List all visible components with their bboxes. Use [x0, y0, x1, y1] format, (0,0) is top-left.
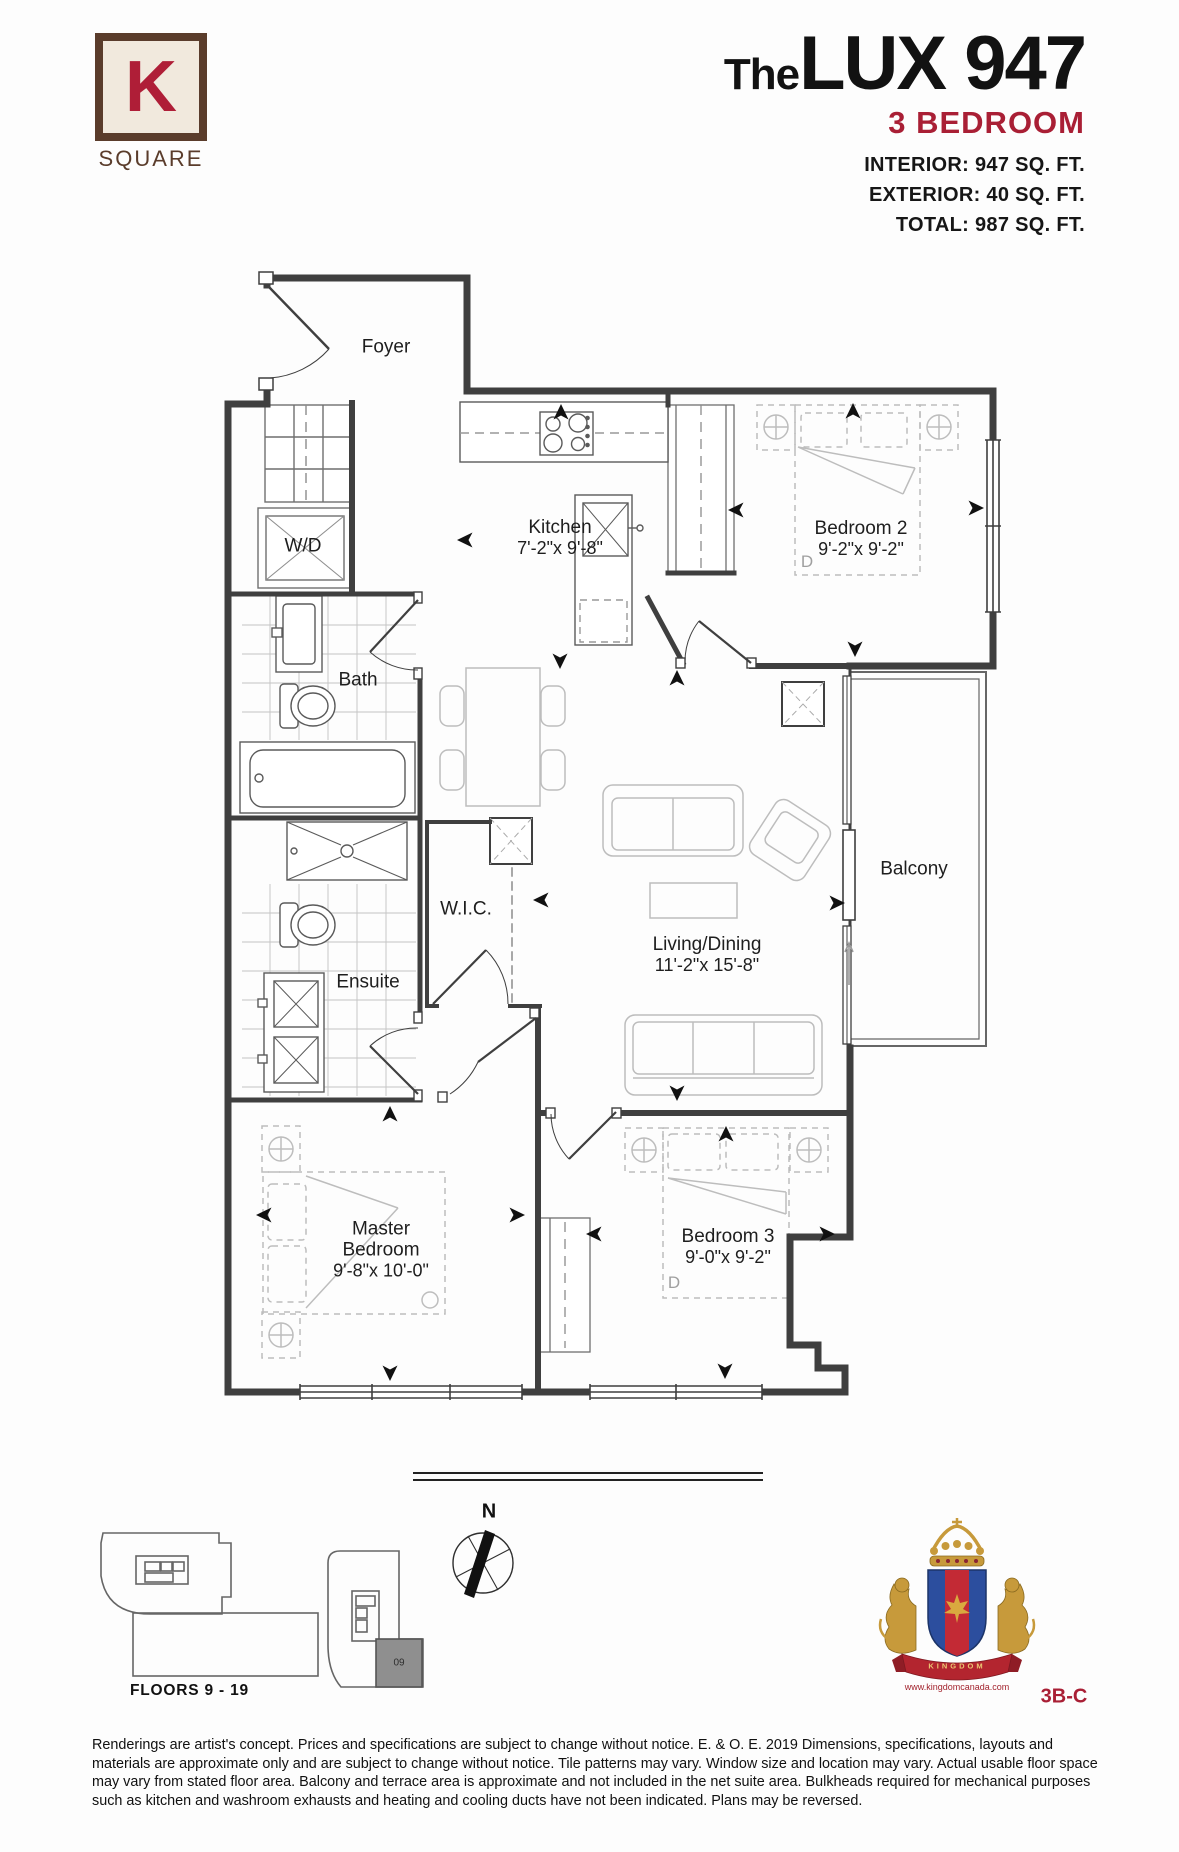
spec-total: TOTAL: 987 SQ. FT. — [895, 214, 1085, 236]
arrow-down-icon — [383, 1366, 398, 1382]
room-label-master-bedroom: Master Bedroom 9'-8"x 10'-0" — [333, 1218, 429, 1281]
entry-door — [259, 272, 329, 390]
arrow-down-icon — [848, 642, 863, 658]
bath-fixtures — [240, 596, 415, 813]
bedroom2-door — [676, 621, 756, 668]
bedroom2-d-marker: D — [800, 552, 814, 571]
room-label-balcony: Balcony — [880, 858, 948, 880]
room-label-bedroom3: Bedroom 3 9'-0"x 9'-2" — [681, 1226, 775, 1267]
room-label-wic: W.I.C. — [440, 898, 492, 920]
coat-closet — [265, 405, 352, 502]
divider-rule — [413, 1473, 763, 1480]
bath-door — [370, 592, 422, 679]
plan-title — [723, 21, 1085, 106]
dining-table-icon — [466, 668, 540, 806]
coffee-table-icon — [650, 883, 737, 918]
arrow-down-icon — [718, 1364, 733, 1380]
brand-logo — [95, 33, 207, 172]
arrow-up-icon — [846, 403, 861, 419]
arrow-down-icon — [553, 654, 568, 670]
plan-specs — [724, 150, 1085, 240]
window — [590, 1384, 762, 1400]
crest-website: www.kingdomcanada.com — [904, 1682, 1010, 1692]
balcony-door — [843, 676, 855, 1044]
master-door — [438, 1008, 539, 1102]
arrow-left-icon — [457, 533, 473, 548]
wic-door — [433, 950, 508, 1004]
bedroom3-door — [546, 1108, 621, 1159]
crest-banner-text: KINGDOM — [928, 1661, 986, 1671]
stove-icon — [540, 412, 593, 455]
compass-north-label: N — [481, 1500, 497, 1523]
crest-logo — [880, 1518, 1034, 1680]
shield-icon — [928, 1570, 986, 1656]
room-label-living-dining: Living/Dining 11'-2"x 15'-8" — [652, 934, 762, 975]
disclaimer-text: Renderings are artist's concept. Prices and specifications are subject to change without notice. E. & O. E. 2019 Dimensions, specifications, layouts and materials are approximate only and are subject to change without notice. Tile patterns may vary. Window size and location may vary. Actual usable floor space may vary from stated floor area. Balcony and terrace area is approximate and not included in the net suite area. Bulkheads required for mechanical purposes such as kitchen and washroom exhausts and heating and cooling ducts have not been indicated. Plans may be reversed. — [92, 1737, 1098, 1809]
bedroom3-d-marker: D — [667, 1273, 681, 1292]
arrow-right-icon — [510, 1208, 526, 1223]
bedroom3-closet — [540, 1218, 590, 1352]
lion-icon — [880, 1578, 916, 1653]
arrow-left-icon — [533, 893, 549, 908]
compass-icon — [453, 1530, 513, 1598]
keyplate-unit-number: 09 — [393, 1657, 405, 1669]
room-label-laundry: W/D — [284, 535, 322, 557]
room-label-kitchen: Kitchen 7'-2"x 9'-8" — [517, 517, 603, 558]
room-label-bath: Bath — [338, 669, 378, 691]
crown-icon — [930, 1518, 984, 1566]
window — [985, 440, 1001, 612]
window — [300, 1384, 522, 1400]
plan-subtitle: 3 BEDROOM — [888, 105, 1085, 140]
brand-logo-letter: K — [125, 47, 177, 127]
plan-code: 3B-C — [1040, 1685, 1088, 1708]
bedroom2-closet — [668, 405, 734, 573]
room-label-ensuite: Ensuite — [336, 971, 400, 993]
plan-header — [723, 21, 1085, 240]
accent-chair-icon — [746, 796, 835, 885]
loveseat-icon — [603, 785, 743, 856]
sofa-icon — [625, 1015, 822, 1095]
ensuite-door — [370, 1012, 422, 1101]
dining-chair-icon — [541, 686, 565, 726]
plan-title-main: LUX 947 — [799, 21, 1085, 106]
keyplate — [101, 1533, 423, 1687]
arrow-up-icon — [670, 670, 685, 686]
spec-interior: INTERIOR: 947 SQ. FT. — [864, 154, 1085, 176]
brand-logo-box — [95, 33, 207, 141]
dining-chair-icon — [440, 750, 464, 790]
dining-chair-icon — [541, 750, 565, 790]
arrow-down-icon — [670, 1086, 685, 1102]
room-label-foyer: Foyer — [361, 336, 411, 358]
keyplate-floors-label: FLOORS 9 - 19 — [130, 1682, 249, 1699]
arrow-right-icon — [969, 501, 985, 516]
ensuite-fixtures — [258, 822, 407, 1092]
horse-icon — [998, 1578, 1034, 1653]
arrow-up-icon — [383, 1106, 398, 1122]
spec-exterior: EXTERIOR: 40 SQ. FT. — [868, 184, 1085, 206]
plan-title-prefix: The — [723, 50, 800, 99]
brand-logo-name: SQUARE — [98, 146, 204, 171]
dining-chair-icon — [440, 686, 464, 726]
room-label-bedroom2: Bedroom 2 9'-2"x 9'-2" — [814, 518, 908, 559]
